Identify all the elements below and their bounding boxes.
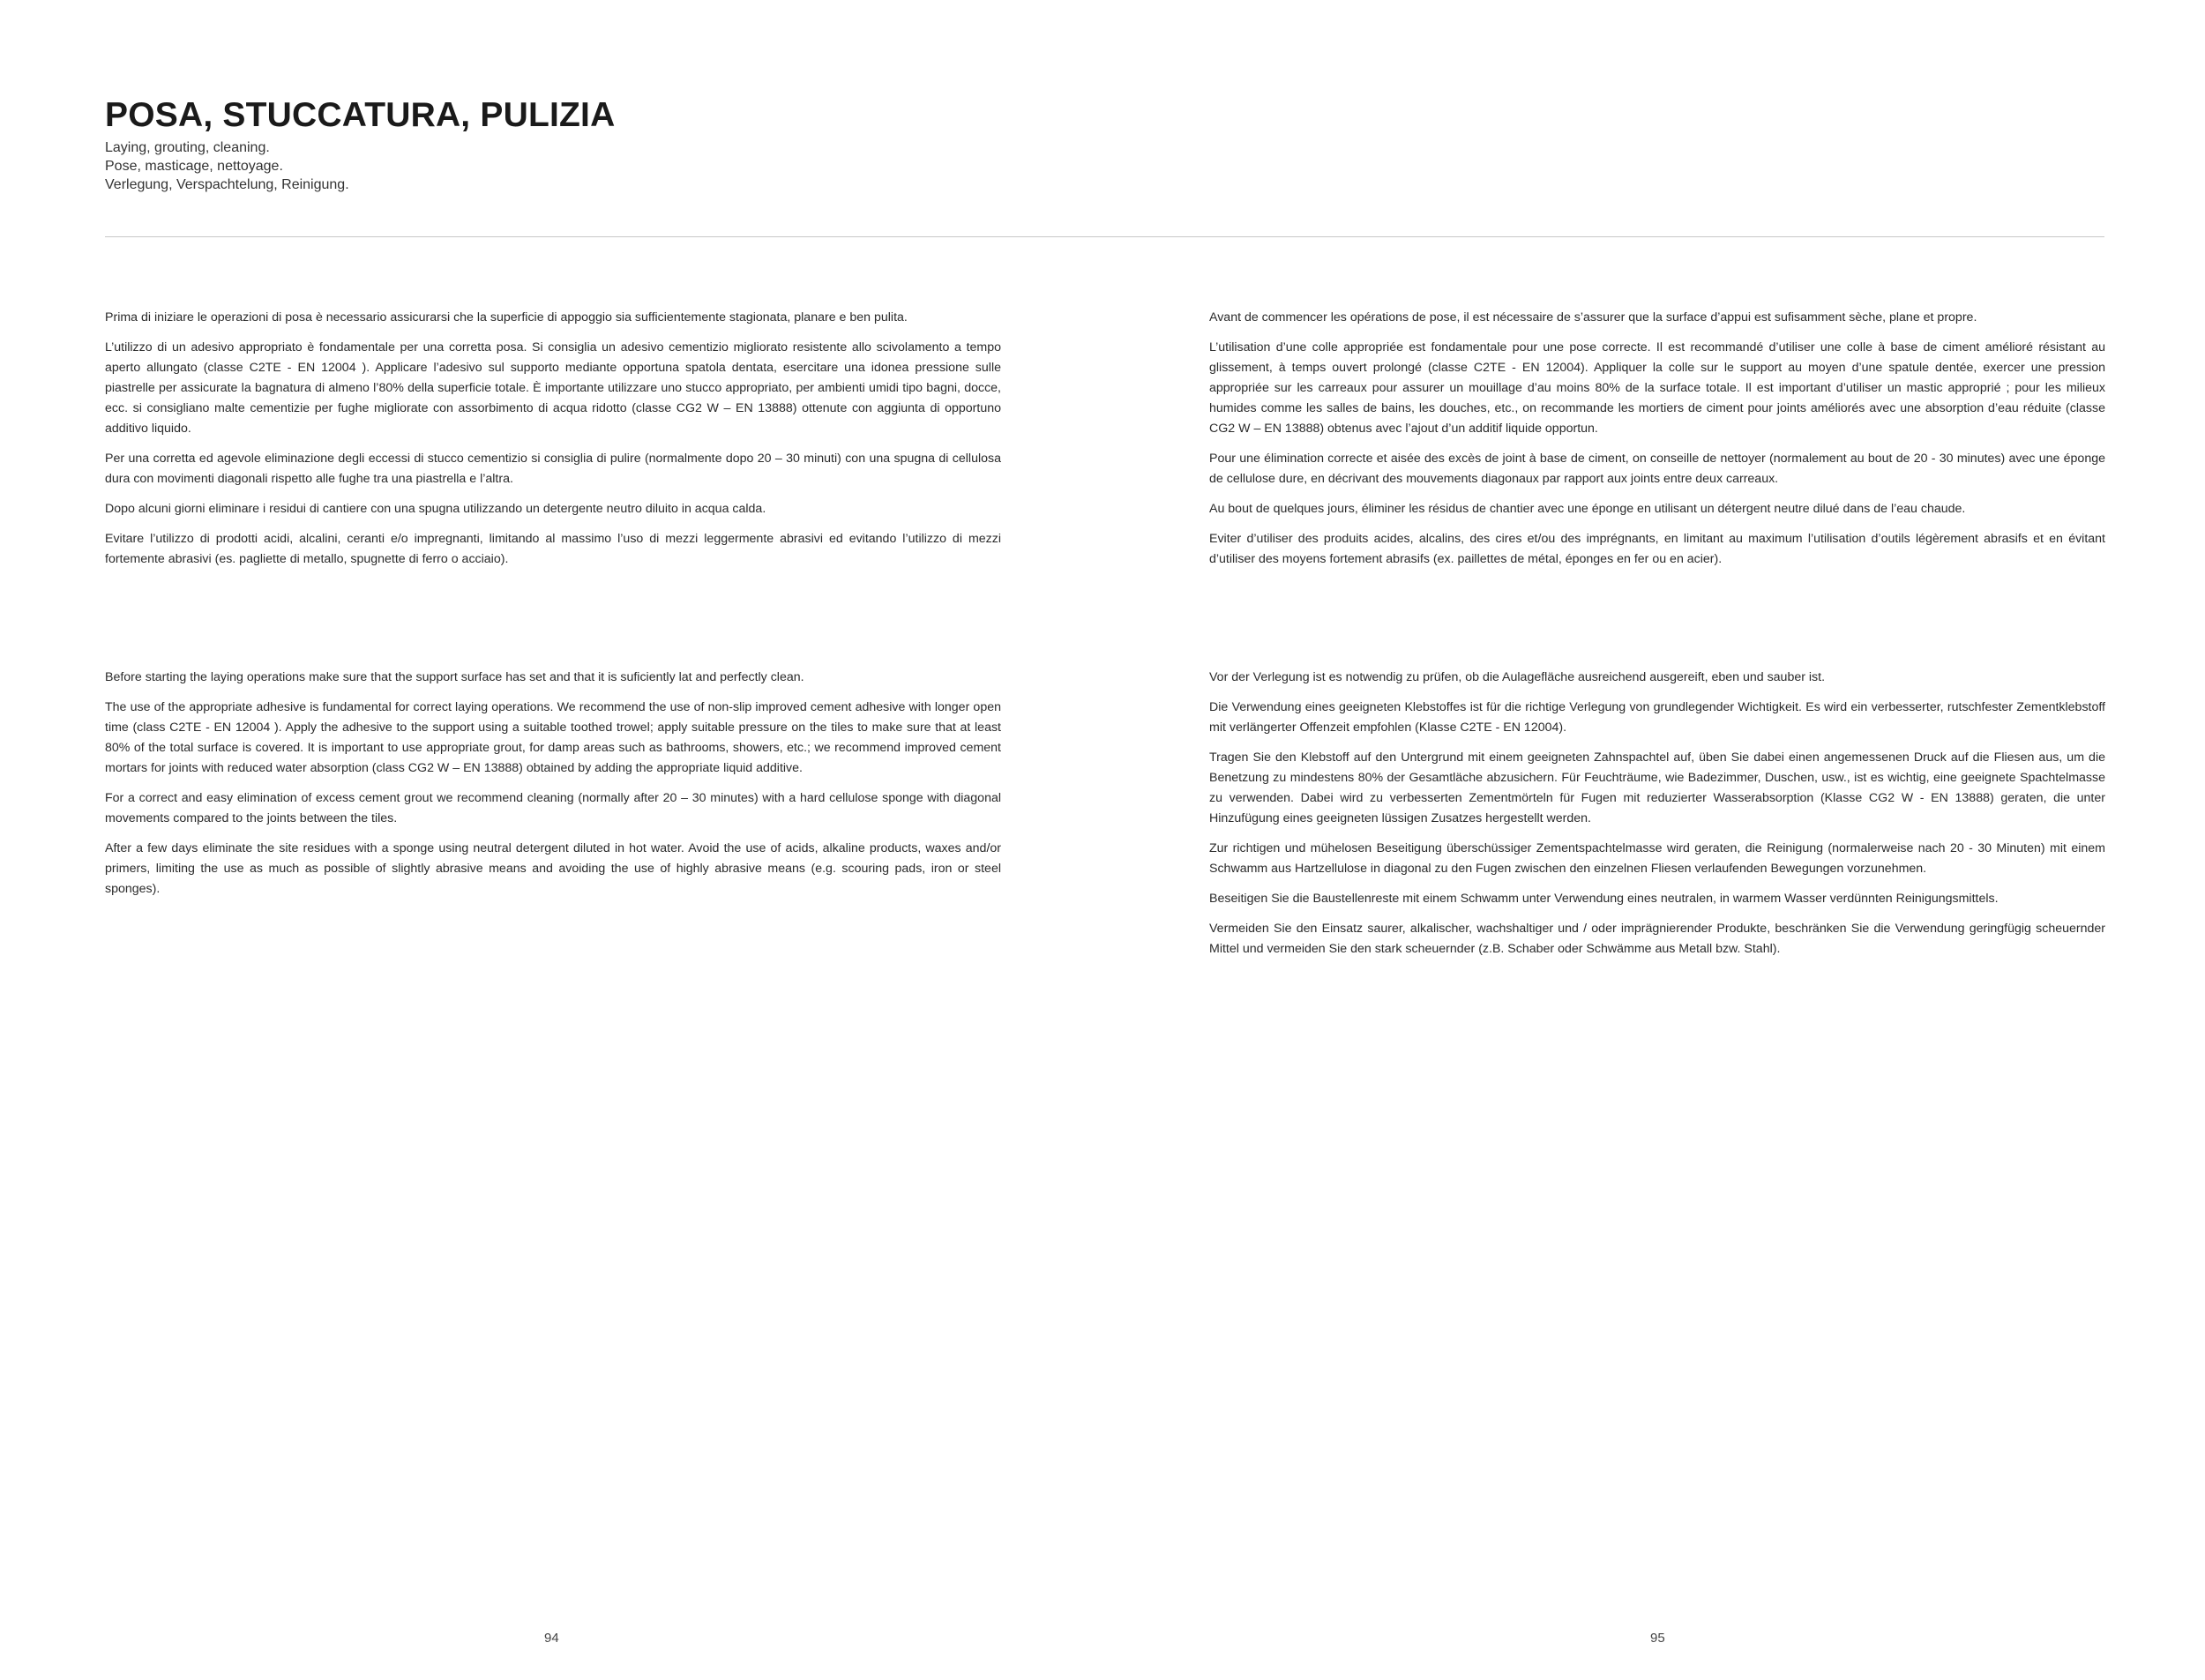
page-title: POSA, STUCCATURA, PULIZIA [105, 96, 616, 134]
paragraph: The use of the appropriate adhesive is fundamental for correct laying operations. We recommend the use of non-slip improved cement adhesive with longer open time (class C2TE - EN 12004 ). Apply the adhesive to the support using a suitable toothed trowel; apply suitable pressure on the tiles to make sure that at least 80% of the total surface is covered. It is important to use appropriate grout, for damp areas such as bathrooms, showers, etc.; we recommend improved cement mortars for joints with reduced water absorption (class CG2 W – EN 13888) obtained by adding the appropriate liquid additive. [105, 700, 1001, 775]
paragraph: Vermeiden Sie den Einsatz saurer, alkalischer, wachshaltiger und / oder imprägnierender Produkte, beschränken Sie die Verwendung geringfügig scheuernder Mittel und vermeiden Sie den stark scheuernder (z.B. Schaber oder Schwämme aus Metall bzw. Stahl). [1209, 922, 2105, 956]
italian-text-block [105, 308, 1001, 579]
page-number-left: 94 [544, 1631, 559, 1646]
subtitle-german: Verlegung, Verspachtelung, Reinigung. [105, 177, 349, 192]
header-divider [105, 236, 2104, 237]
french-text-block [1209, 308, 2105, 579]
paragraph: Prima di iniziare le operazioni di posa è necessario assicurarsi che la superficie di appoggio sia sufficientemente stagionata, planare e ben pulita. [105, 310, 908, 325]
english-text-block [105, 668, 1001, 909]
paragraph: Die Verwendung eines geeigneten Klebstoffes ist für die richtige Verlegung von grundlegender Wichtigkeit. Es wird ein verbesserter, rutschfester Zementklebstoff mit verlängerter Offenzeit empfohlen (Klasse C2TE - EN 12004). [1209, 700, 2105, 735]
german-text-block [1209, 668, 2105, 969]
paragraph: For a correct and easy elimination of excess cement grout we recommend cleaning (normally after 20 – 30 minutes) with a hard cellulose sponge with diagonal movements compared to the joints between the tiles. [105, 791, 1001, 825]
paragraph: After a few days eliminate the site residues with a sponge using neutral detergent diluted in hot water. Avoid the use of acids, alkaline products, waxes and/or primers, limiting the use as much as possible of slightly abrasive means and avoiding the use of highly abrasive means (e.g. scouring pads, iron or steel sponges). [105, 841, 1001, 896]
paragraph: Vor der Verlegung ist es notwendig zu prüfen, ob die Aulagefläche ausreichend ausgereift, eben und sauber ist. [1209, 670, 1826, 684]
page-number-right: 95 [1650, 1631, 1665, 1646]
subtitle-group [105, 138, 349, 194]
subtitle-english: Laying, grouting, cleaning. [105, 140, 270, 155]
paragraph: Au bout de quelques jours, éliminer les résidus de chantier avec une éponge en utilisant un détergent neutre dilué dans de l’eau chaude. [1209, 502, 1966, 516]
paragraph: L’utilisation d’une colle appropriée est fondamentale pour une pose correcte. Il est recommandé d’utiliser une colle à base de ciment amélioré résistant au glissement, à temps ouvert prolongé (classe C2TE - EN 12004). Appliquer la colle sur le support au moyen d’une spatule dentée, exercer une pression appropriée sur les carreaux pour assurer un mouillage d’au moins 80% de la surface totale. Il est important d’utiliser un mastic approprié ; pour les milieux humides comme les salles de bains, les douches, etc., on recommande les mortiers de ciment pour joints améliorés avec une absorption d’eau réduite (classe CG2 W – EN 13888) obtenus avec l’ajout d’un additif liquide opportun. [1209, 340, 2105, 436]
paragraph: Eviter d’utiliser des produits acides, alcalins, des cires et/ou des imprégnants, en limitant au maximum l’utilisation d’outils légèrement abrasifs et en évitant d’utiliser des moyens fortement abrasifs (ex. paillettes de métal, éponges en fer ou en acier). [1209, 532, 2105, 566]
paragraph: Evitare l’utilizzo di prodotti acidi, alcalini, ceranti e/o impregnanti, limitando al massimo l’uso di mezzi leggermente abrasivi ed evitando l’utilizzo di mezzi fortemente abrasivi (es. pagliette di metallo, spugnette di ferro o acciaio). [105, 532, 1001, 566]
paragraph: Before starting the laying operations make sure that the support surface has set and that it is suficiently lat and perfectly clean. [105, 670, 804, 684]
paragraph: Avant de commencer les opérations de pose, il est nécessaire de s’assurer que la surface d’appui est sufisamment sèche, plane et propre. [1209, 310, 1977, 325]
paragraph: Beseitigen Sie die Baustellenreste mit einem Schwamm unter Verwendung eines neutralen, in warmem Wasser verdünnten Reinigungsmittels. [1209, 892, 1999, 906]
paragraph: L’utilizzo di un adesivo appropriato è fondamentale per una corretta posa. Si consiglia un adesivo cementizio migliorato resistente allo scivolamento a tempo aperto allungato (classe C2TE - EN 12004 ). Applicare l’adesivo sul supporto mediante opportuna spatola dentata, esercitare una idonea pressione sulle piastrelle per assicurate la bagnatura di almeno l’80% della superficie totale. È importante utilizzare uno stucco appropriato, per ambienti umidi tipo bagni, docce, ecc. si consigliano malte cementizie per fughe migliorate con assorbimento di acqua ridotto (classe CG2 W – EN 13888) ottenute con aggiunta di opportuno additivo liquido. [105, 340, 1001, 436]
paragraph: Per una corretta ed agevole eliminazione degli eccessi di stucco cementizio si consiglia di pulire (normalmente dopo 20 – 30 minuti) con una spugna di cellulosa dura con movimenti diagonali rispetto alle fughe tra una piastrella e l’altra. [105, 452, 1001, 486]
paragraph: Dopo alcuni giorni eliminare i residui di cantiere con una spugna utilizzando un detergente neutro diluito in acqua calda. [105, 502, 766, 516]
paragraph: Zur richtigen und mühelosen Beseitigung überschüssiger Zementspachtelmasse wird geraten, die Reinigung (normalerweise nach 20 - 30 Minuten) mit einem Schwamm aus Hartzellulose in diagonal zu den Fugen zwischen den einzelnen Fliesen verlaufenden Bewegungen vorzunehmen. [1209, 841, 2105, 876]
paragraph: Pour une élimination correcte et aisée des excès de joint à base de ciment, on conseille de nettoyer (normalement au bout de 20 - 30 minutes) avec une éponge de cellulose dure, en décrivant des mouvements diagonaux par rapport aux joints entre deux carreaux. [1209, 452, 2105, 486]
subtitle-french: Pose, masticage, nettoyage. [105, 159, 283, 174]
paragraph: Tragen Sie den Klebstoff auf den Untergrund mit einem geeigneten Zahnspachtel auf, üben Sie dabei einen angemessenen Druck auf die Fliesen aus, um die Benetzung zu mindestens 80% der Gesamtläche abzusichern. Für Feuchträume, wie Badezimmer, Duschen, usw., ist es wichtig, eine geeignete Spachtelmasse zu verwenden. Dabei wird zu verbesserten Zementmörteln für Fugen mit reduzierter Wasserabsorption (Klasse CG2 W - EN 13888) geraten, die unter Hinzufügung eines geeigneten lüssigen Zusatzes hergestellt werden. [1209, 750, 2105, 825]
